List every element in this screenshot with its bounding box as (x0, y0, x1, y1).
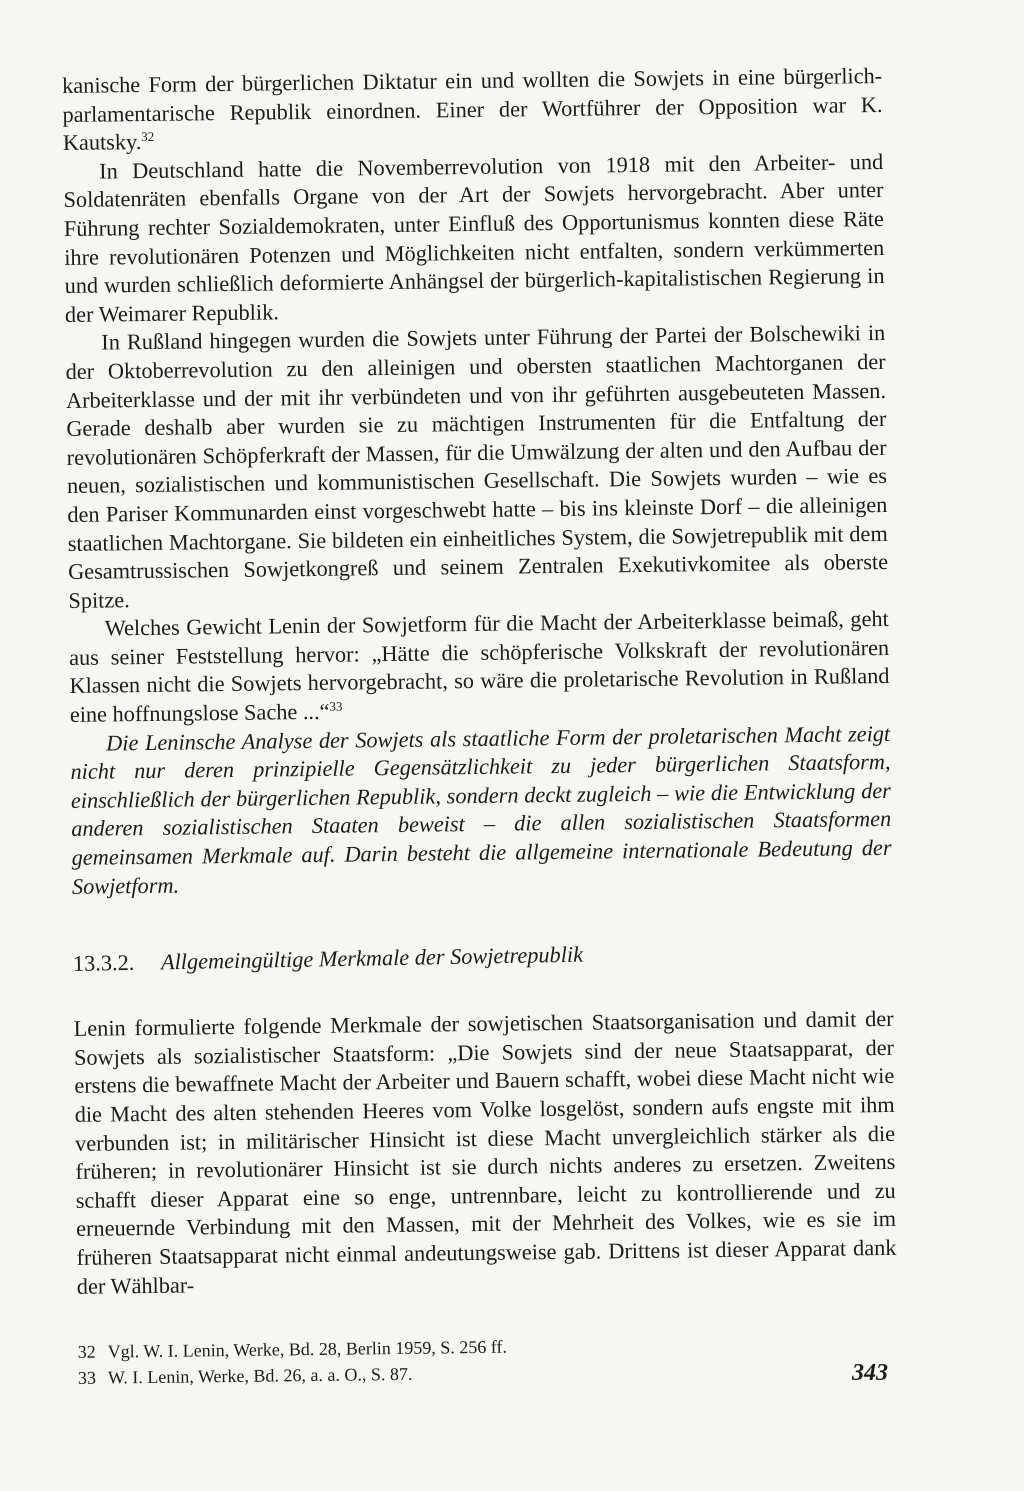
footnotes (77, 1329, 898, 1391)
footnote-text: W. I. Lenin, Werke, Bd. 26, a. a. O., S. 87. (107, 1363, 413, 1388)
paragraph-text: kanische Form der bürgerlichen Diktatur ein und wollten die Sowjets in eine bürgerlich-parlamentarische Republik einordnen. Einer der Wortführer der Opposition war K. Kautsky. (62, 62, 883, 156)
paragraph-analysis (70, 720, 892, 902)
page-body (62, 62, 898, 1391)
paragraph-merkmale (74, 1005, 897, 1301)
section-heading (73, 936, 893, 977)
footnote-ref-32: 32 (141, 129, 155, 145)
footnote-text: Vgl. W. I. Lenin, Werke, Bd. 28, Berlin 1959, S. 256 ff. (107, 1336, 508, 1362)
paragraph-deutschland (63, 148, 885, 330)
footnote-ref-33: 33 (329, 698, 343, 714)
paragraph-text: Lenin formulierte folgende Merkmale der sowjetischen Staatsorganisation und damit der Sowjets als sozialistischer Staatsform: „Die Sowjets sind der neue Staatsapparat, der erstens die bewaffnete Macht der Arbeiter und Bauern schafft, wobei diese Macht nicht wie die Macht des alten stehenden Heeres vom Volke losgelöst, sondern aufs engste mit ihm verbunden ist; in militärischer Hinsicht ist diese Macht unvergleichlich stärker als die früheren; in revolutionärer Hinsicht ist sie durch nichts anderes zu ersetzen. Zweitens schafft dieser Apparat eine so enge, untrennbare, leicht zu kontrollierende und zu erneuernde Verbindung mit den Massen, mit der Mehrheit des Volkes, wie es sie im früheren Staatsapparat nicht einmal andeutungsweise gab. Drittens ist dieser Apparat dank der Wählbar- (73, 1006, 897, 1299)
paragraph-text: In Rußland hingegen wurden die Sowjets unter Führung der Partei der Bolschewiki in der Oktoberrevolution zu den alleinigen und obersten staatlichen Machtorganen der Arbeiterklasse und der mit ihr verbündeten und von ihr geführten ausgebeuteten Massen. Gerade deshalb aber wurden sie zu mächtigen Instrumenten für die Entfaltung der revolutionären Schöpferkraft der Massen, für die Umwälzung der alten und den Aufbau der neuen, sozialistischen und kommunistischen Gesellschaft. Die Sowjets wurden – wie es den Pariser Kommunarden einst vorgeschwebt hatte – bis ins kleinste Dorf – die alleinigen staatlichen Machtorgane. Sie bildeten ein einheitliches System, die Sowjetrepublik mit dem Gesamtrussischen Sowjetkongreß und seinem Zentralen Exekutivkomitee als oberste Spitze. (65, 320, 889, 613)
section-number: 13.3.2. (72, 950, 135, 977)
paragraph-opposition (62, 62, 883, 158)
page-number: 343 (852, 1360, 888, 1386)
footnote-number: 33 (77, 1367, 97, 1389)
footnote-number: 32 (77, 1341, 96, 1363)
paragraph-text: Die Leninsche Analyse der Sowjets als staatliche Form der proletarischen Macht zeigt nicht nur deren prinzipielle Gegensätzlichkeit zu jeder bürgerlichen Staatsform, einschließlich der bürgerlichen Republik, sondern deckt zugleich – wie die Entwicklung der anderen sozialistischen Staaten beweist – die allen sozialistischen Staatsformen gemeinsamen Merkmale auf. Darin besteht die allgemeine internationale Bedeutung der Sowjetform. (70, 720, 892, 899)
paragraph-lenin-quote (69, 605, 890, 729)
paragraph-text: Welches Gewicht Lenin der Sowjetform für die Macht der Arbeiterklasse beimaß, geht aus seiner Feststellung hervor: „Hätte die schöpferische Volkskraft der revolutionären Klassen nicht die Sowjets hervorgebracht, so wäre die proletarische Revolution in Rußland eine hoffnungslose Sache ...“ (68, 606, 890, 728)
section-title: Allgemeingültige Merkmale der Sowjetrepublik (160, 941, 584, 975)
paragraph-russland (65, 319, 888, 615)
paragraph-text: In Deutschland hatte die Novemberrevolution von 1918 mit den Arbeiter- und Soldatenräten ebenfalls Organe von der Art der Sowjets hervorgebracht. Aber unter Führung rechter Sozialdemokraten, unter Einfluß des Opportunismus konnten diese Räte ihre revolutionären Potenzen und Möglichkeiten nicht entfalten, sondern verkümmerten und wurden schließlich deformierte Anhängsel der bürgerlich-kapitalistischen Regierung in der Weimarer Republik. (63, 148, 885, 327)
